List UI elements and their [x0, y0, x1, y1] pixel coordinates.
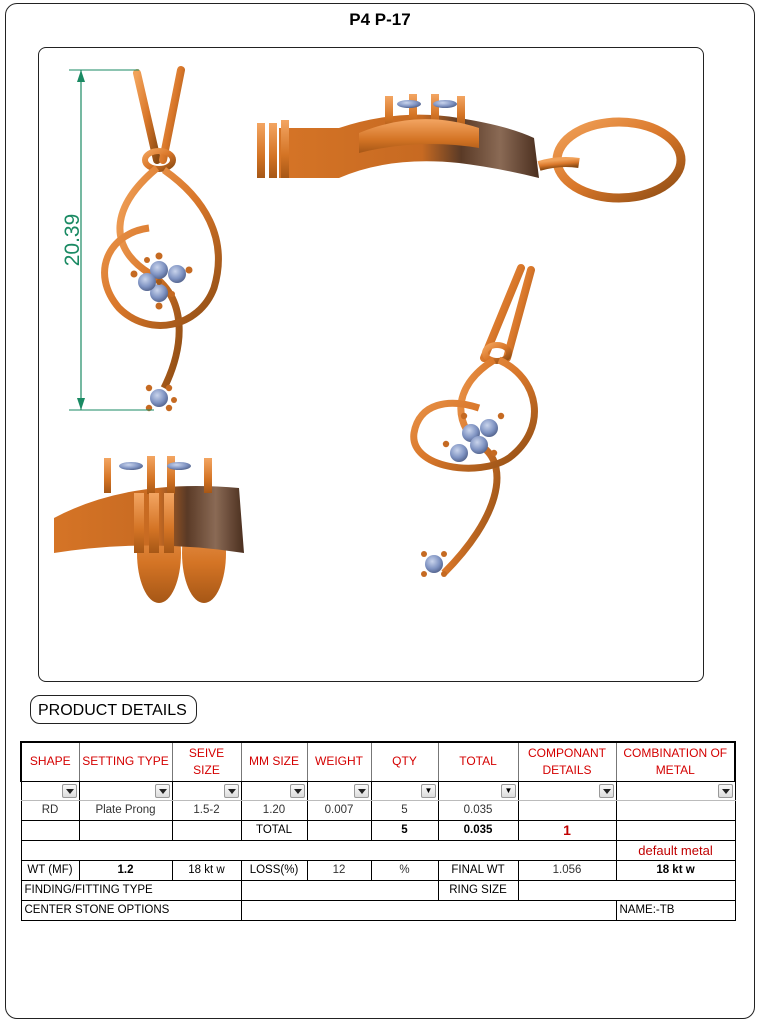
default-metal: default metal — [616, 840, 735, 860]
filter-dropdown-seive-size[interactable] — [224, 784, 239, 798]
filter-dropdown-shape[interactable] — [62, 784, 77, 798]
ring-size-label: RING SIZE — [438, 880, 518, 900]
totals-total: 0.035 — [438, 820, 518, 840]
page-title: P4 P-17 — [349, 10, 411, 29]
cell-weight: 0.007 — [307, 800, 371, 820]
dimension-marker — [61, 70, 154, 410]
finding-row — [21, 880, 735, 900]
center-stone-label: CENTER STONE OPTIONS — [21, 900, 241, 920]
header-combination-of-metal: COMBINATION OF METAL — [616, 742, 735, 781]
loss-label: LOSS(%) — [241, 860, 307, 880]
cell-mm-size: 1.20 — [241, 800, 307, 820]
center-stone-row — [21, 900, 735, 920]
side-view — [257, 94, 681, 198]
bottom-view — [54, 456, 244, 603]
totals-label: TOTAL — [241, 820, 307, 840]
summary-row — [21, 860, 735, 880]
product-image-panel — [38, 47, 704, 682]
loss-percent: % — [371, 860, 438, 880]
final-wt-value: 1.056 — [518, 860, 616, 880]
pendant-render — [39, 48, 704, 682]
filter-dropdown-mm-size[interactable] — [290, 784, 305, 798]
finding-label: FINDING/FITTING TYPE — [21, 880, 241, 900]
totals-qty: 5 — [371, 820, 438, 840]
filter-dropdown-component-details[interactable] — [599, 784, 614, 798]
final-karat: 18 kt w — [616, 860, 735, 880]
cell-total: 0.035 — [438, 800, 518, 820]
perspective-view — [414, 268, 535, 577]
loss-value: 12 — [307, 860, 371, 880]
filter-dropdown-weight[interactable] — [354, 784, 369, 798]
cell-setting-type: Plate Prong — [79, 800, 172, 820]
header-component-details: COMPONANT DETAILS — [518, 742, 616, 781]
header-total: TOTAL — [438, 742, 518, 781]
front-view — [105, 70, 219, 411]
final-wt-label: FINAL WT — [438, 860, 518, 880]
header-weight: WEIGHT — [307, 742, 371, 781]
filter-dropdown-qty[interactable] — [421, 784, 436, 798]
header-row — [21, 742, 735, 781]
product-details-table — [20, 741, 736, 921]
component-count: 1 — [518, 820, 616, 840]
filter-dropdown-total[interactable] — [501, 784, 516, 798]
cell-shape: RD — [21, 800, 79, 820]
filter-dropdown-combination-of-metal[interactable] — [718, 784, 733, 798]
default-metal-row — [21, 840, 735, 860]
header-seive-size: SEIVE SIZE — [172, 742, 241, 781]
totals-row — [21, 820, 735, 840]
filter-dropdown-setting-type[interactable] — [155, 784, 170, 798]
name-label: NAME:-TB — [616, 900, 735, 920]
table-row — [21, 800, 735, 820]
header-qty: QTY — [371, 742, 438, 781]
wt-label: WT (MF) — [21, 860, 79, 880]
product-details-label: PRODUCT DETAILS — [30, 695, 197, 724]
header-shape: SHAPE — [21, 742, 79, 781]
cell-seive-size: 1.5-2 — [172, 800, 241, 820]
karat-value: 18 kt w — [172, 860, 241, 880]
wt-value: 1.2 — [79, 860, 172, 880]
header-setting-type: SETTING TYPE — [79, 742, 172, 781]
dimension-label: 20.39 — [61, 213, 84, 267]
filter-row — [21, 781, 735, 800]
header-mm-size: MM SIZE — [241, 742, 307, 781]
cell-qty: 5 — [371, 800, 438, 820]
